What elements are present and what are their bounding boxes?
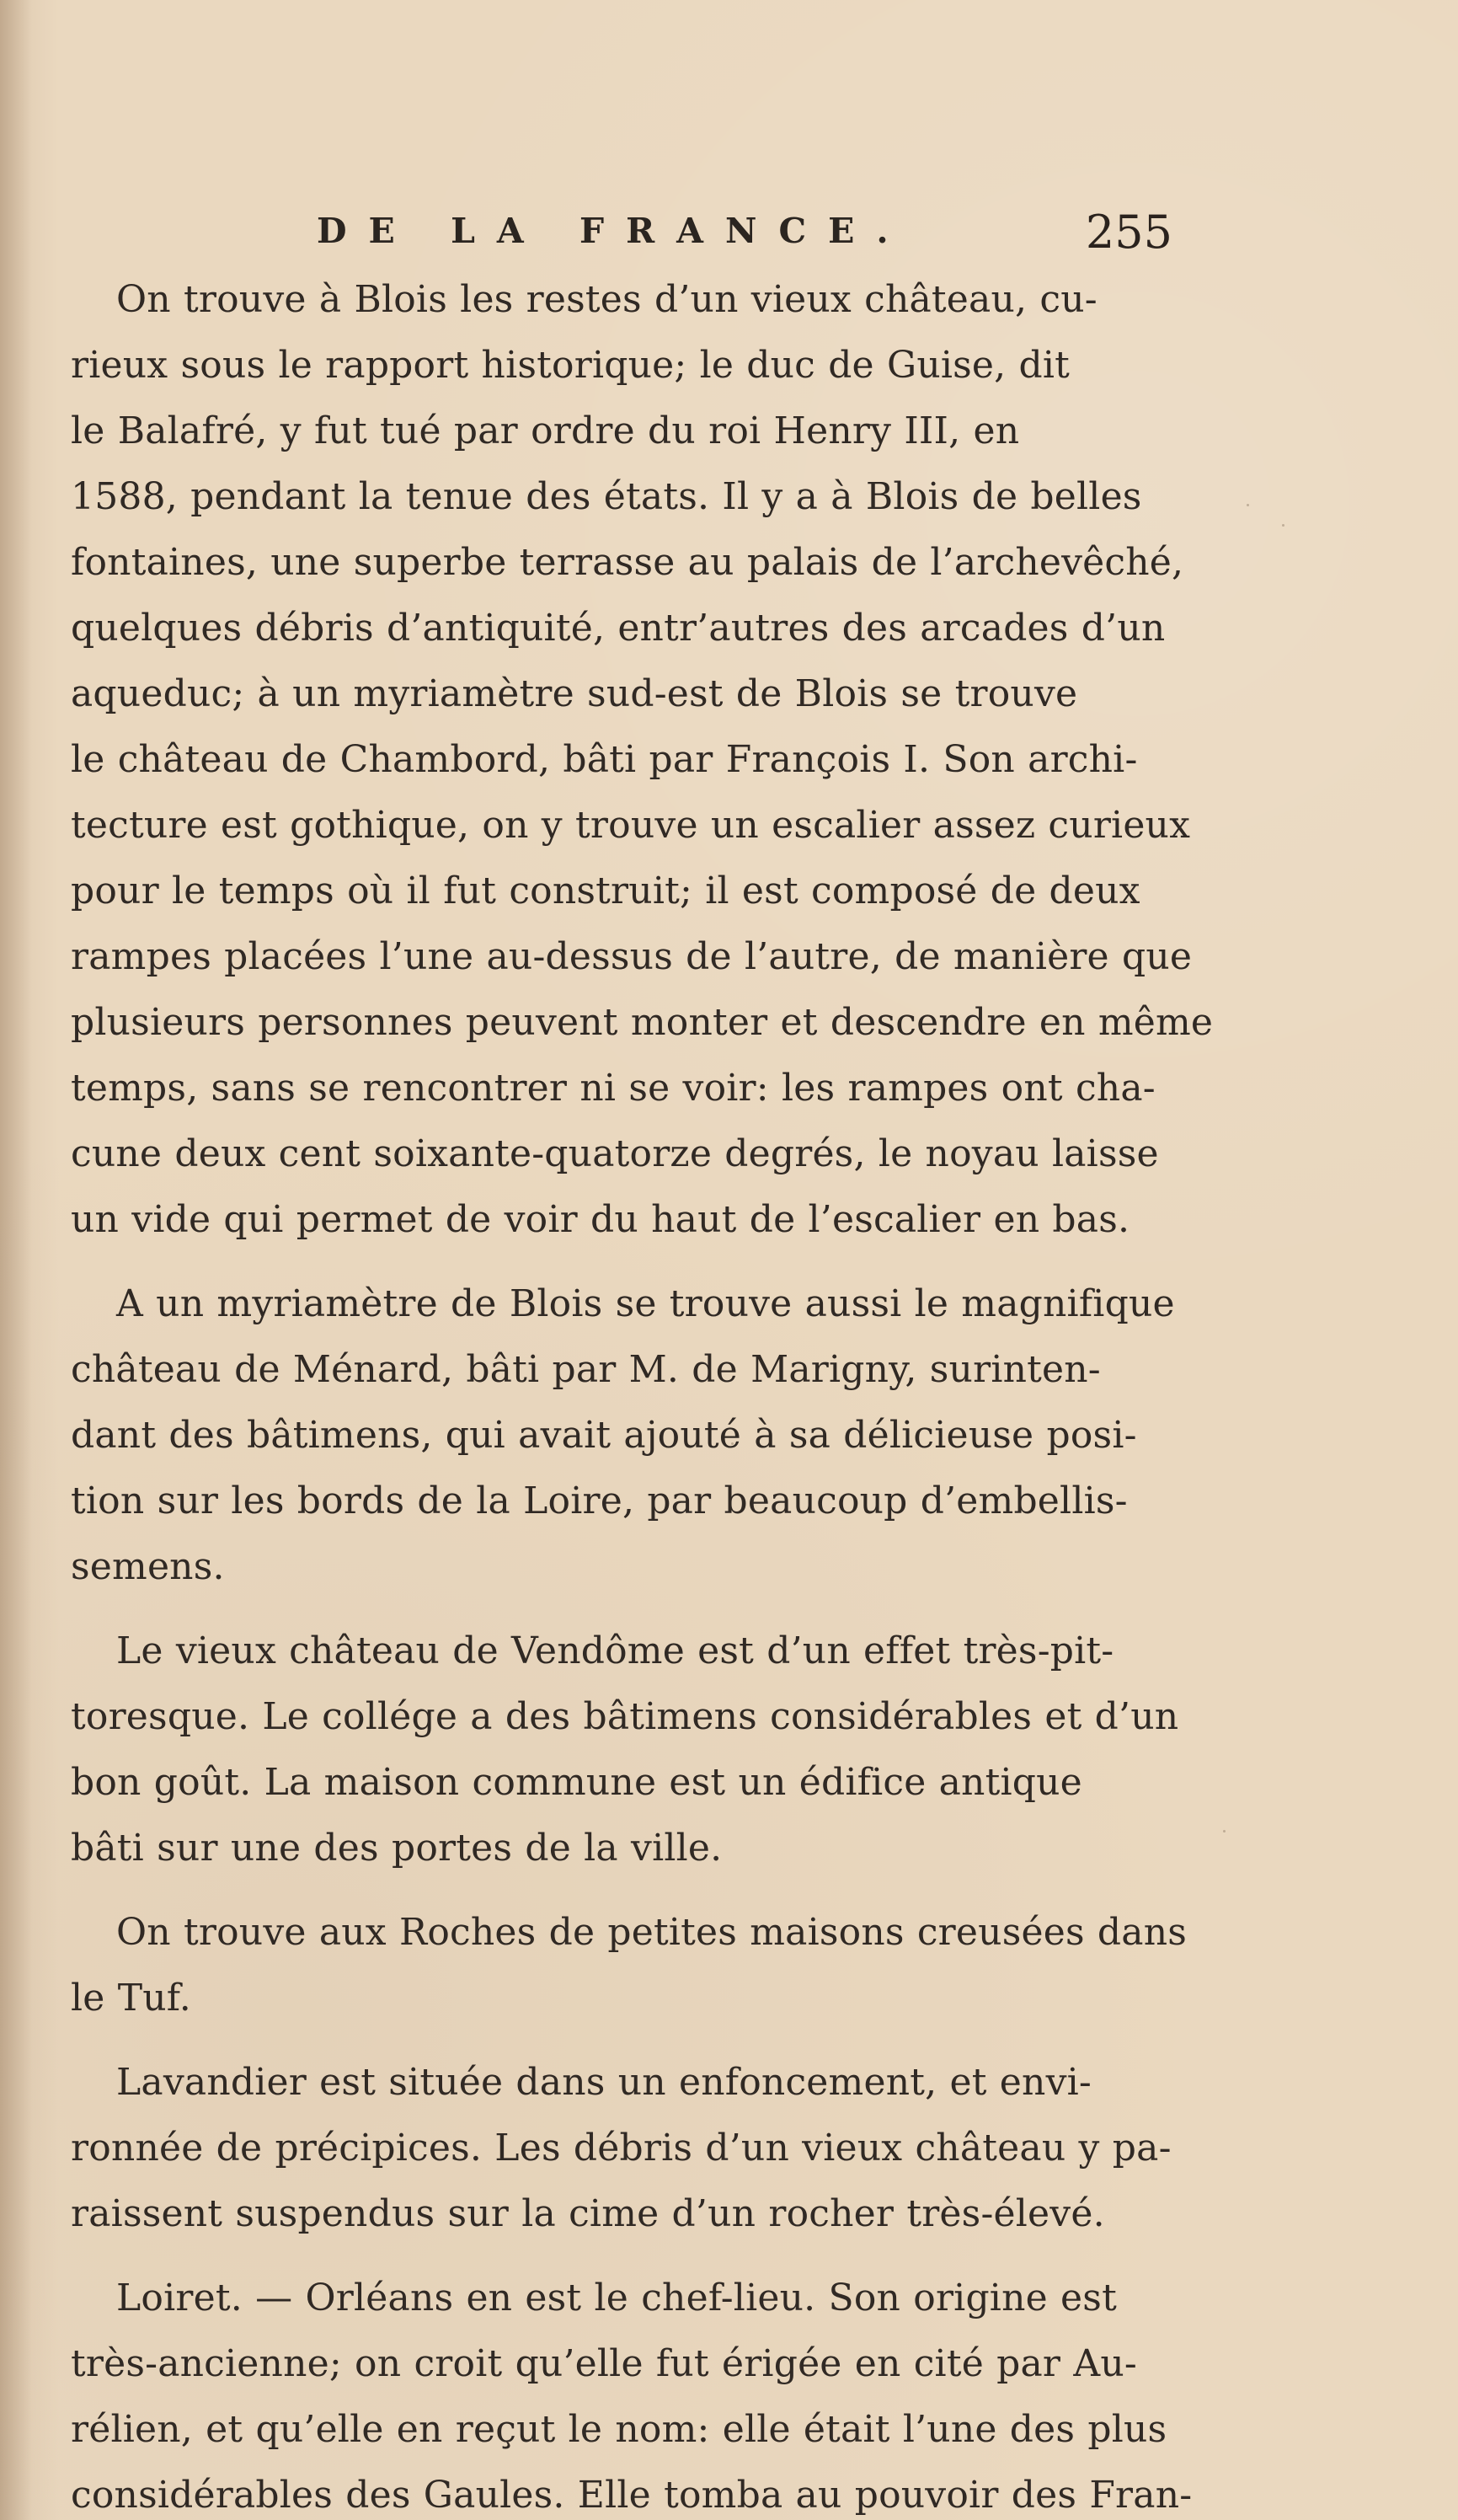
text-line-31: très-ancienne; on croit qu’elle fut érigée en cité par Au- [71, 2342, 1137, 2385]
text-line-13: temps, sans se rencontrer ni se voir: les rampes ont cha- [71, 1067, 1156, 1110]
text-line-14: cune deux cent soixante-quatorze degrés, le noyau laisse [71, 1132, 1159, 1175]
text-line-26: le Tuf. [71, 1977, 191, 2020]
text-line-8: le château de Chambord, bâti par François I. Son archi- [71, 738, 1138, 781]
text-line-7: aqueduc; à un myriamètre sud-est de Blois se trouve [71, 672, 1078, 715]
text-line-12: plusieurs personnes peuvent monter et descendre en même [71, 1001, 1214, 1044]
text-line-23: bon goût. La maison commune est un édifice antique [71, 1761, 1082, 1804]
text-line-3: le Balafré, y fut tué par ordre du roi Henry III, en [71, 409, 1020, 452]
text-line-33: considérables des Gaules. Elle tomba au pouvoir des Fran- [71, 2474, 1193, 2517]
text-line-32: rélien, et qu’elle en reçut le nom: elle était l’une des plus [71, 2408, 1167, 2451]
running-title: DE LA FRANCE. [317, 211, 911, 251]
paper-speck [731, 1442, 734, 1445]
text-line-28: ronnée de précipices. Les débris d’un vieux château y pa- [71, 2127, 1172, 2170]
text-line-10: pour le temps où il fut construit; il est composé de deux [71, 869, 1140, 912]
text-line-25: On trouve aux Roches de petites maisons creusées dans [116, 1911, 1188, 1954]
page-shadow [0, 0, 32, 2520]
paper-speck [1247, 504, 1249, 506]
text-line-4: 1588, pendant la tenue des états. Il y a à Blois de belles [71, 475, 1142, 518]
text-line-20: semens. [71, 1545, 225, 1588]
paper-speck [1223, 1830, 1226, 1832]
text-line-17: château de Ménard, bâti par M. de Marigny, surinten- [71, 1348, 1101, 1391]
text-line-19: tion sur les bords de la Loire, par beaucoup d’embellis- [71, 1479, 1128, 1522]
text-line-18: dant des bâtimens, qui avait ajouté à sa délicieuse posi- [71, 1414, 1137, 1457]
text-line-6: quelques débris d’antiquité, entr’autres des arcades d’un [71, 607, 1166, 650]
text-line-27: Lavandier est située dans un enfoncement, et envi- [116, 2061, 1092, 2104]
text-line-21: Le vieux château de Vendôme est d’un effet très-pit- [116, 1629, 1114, 1672]
page-number: 255 [1085, 206, 1172, 259]
text-line-30: Loiret. — Orléans en est le chef-lieu. Son origine est [116, 2277, 1117, 2319]
text-line-9: tecture est gothique, on y trouve un escalier assez curieux [71, 804, 1191, 847]
text-line-16: A un myriamètre de Blois se trouve aussi le magnifique [116, 1282, 1175, 1325]
text-line-11: rampes placées l’une au-dessus de l’autre, de manière que [71, 935, 1193, 978]
page-header [317, 206, 1172, 270]
text-line-15: un vide qui permet de voir du haut de l’escalier en bas. [71, 1198, 1130, 1241]
text-line-2: rieux sous le rapport historique; le duc de Guise, dit [71, 344, 1071, 387]
text-line-1: On trouve à Blois les restes d’un vieux château, cu- [116, 278, 1098, 321]
text-line-5: fontaines, une superbe terrasse au palais de l’archevêché, [71, 541, 1184, 584]
text-line-22: toresque. Le collége a des bâtimens considérables et d’un [71, 1695, 1179, 1738]
text-line-29: raissent suspendus sur la cime d’un rocher très-élevé. [71, 2192, 1105, 2235]
text-line-24: bâti sur une des portes de la ville. [71, 1827, 723, 1870]
paper-speck [1282, 524, 1284, 527]
